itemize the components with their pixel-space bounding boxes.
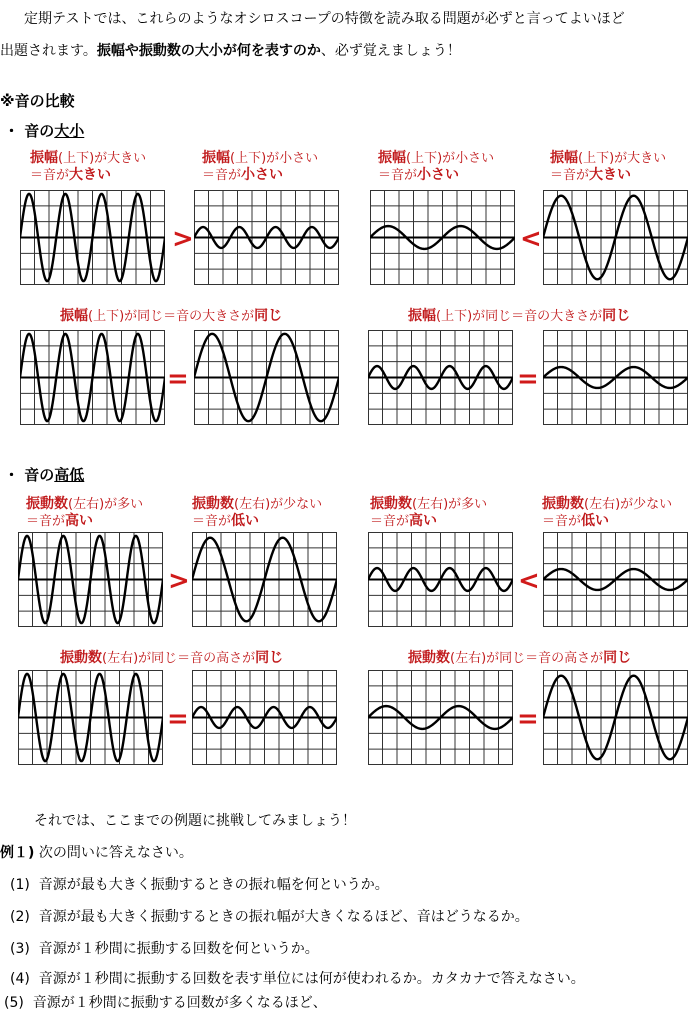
- challenge-text: それでは、ここまでの例題に挑戦してみましょう！: [34, 813, 356, 829]
- oscilloscope-w7: [368, 330, 513, 425]
- pitch-label-3: 振動数(左右)が多い ＝音が高い: [370, 496, 488, 529]
- oscilloscope-w11: [368, 532, 513, 627]
- section-title: ※音の比較: [0, 92, 75, 110]
- equal-symbol: =: [517, 704, 539, 734]
- loud-same-label-1: 振幅(上下)が同じ＝音の大きさが同じ: [60, 308, 283, 324]
- oscilloscope-w13: [18, 670, 163, 765]
- oscilloscope-w12: [543, 532, 688, 627]
- oscilloscope-w14: [192, 670, 337, 765]
- pitch-same-label-2: 振動数(左右)が同じ＝音の高さが同じ: [408, 650, 632, 666]
- example-prompt: 例１) 次の問いに答えなさい。: [0, 845, 193, 861]
- question-4: (4) 音源が１秒間に振動する回数を表す単位には何が使われるか。カタカナで答えなさい。: [10, 971, 585, 987]
- oscilloscope-w15: [368, 670, 513, 765]
- pitch-label-4: 振動数(左右)が少ない ＝音が低い: [542, 496, 673, 529]
- less-symbol: <: [518, 566, 540, 596]
- question-1: (1) 音源が最も大きく振動するときの振れ幅を何というか。: [10, 877, 389, 893]
- less-symbol: <: [520, 224, 542, 254]
- greater-symbol: >: [168, 566, 190, 596]
- question-3: (3) 音源が１秒間に振動する回数を何というか。: [10, 941, 319, 957]
- loudness-heading: ・ 音の大小: [4, 122, 85, 140]
- oscilloscope-w16: [543, 670, 688, 765]
- pitch-label-2: 振動数(左右)が少ない ＝音が低い: [192, 496, 323, 529]
- intro-line-2: 出題されます。振幅や振動数の大小が何を表すのか、必ず覚えましょう！: [0, 43, 461, 59]
- oscilloscope-w1: [20, 190, 165, 285]
- equal-symbol: =: [167, 364, 189, 394]
- loud-same-label-2: 振幅(上下)が同じ＝音の大きさが同じ: [408, 308, 631, 324]
- question-2: (2) 音源が最も大きく振動するときの振れ幅が大きくなるほど、音はどうなるか。: [10, 909, 529, 925]
- equal-symbol: =: [517, 364, 539, 394]
- pitch-heading: ・ 音の高低: [4, 466, 85, 484]
- loud-label-1: 振幅(上下)が大きい ＝音が大きい: [30, 150, 147, 183]
- oscilloscope-w6: [194, 330, 339, 425]
- question-5: (5) 音源が１秒間に振動する回数が多くなるほど、: [4, 995, 327, 1011]
- loud-label-4: 振幅(上下)が大きい ＝音が大きい: [550, 150, 667, 183]
- oscilloscope-w2: [194, 190, 339, 285]
- pitch-label-1: 振動数(左右)が多い ＝音が高い: [26, 496, 144, 529]
- equal-symbol: =: [167, 704, 189, 734]
- oscilloscope-w5: [20, 330, 165, 425]
- intro-line-1: 定期テストでは、これらのようなオシロスコープの特徴を読み取る問題が必ずと言ってよいほど: [24, 11, 625, 27]
- oscilloscope-w4: [543, 190, 688, 285]
- oscilloscope-w9: [18, 532, 163, 627]
- oscilloscope-w3: [370, 190, 515, 285]
- pitch-same-label-1: 振動数(左右)が同じ＝音の高さが同じ: [60, 650, 284, 666]
- greater-symbol: >: [172, 224, 194, 254]
- oscilloscope-w8: [543, 330, 688, 425]
- oscilloscope-w10: [192, 532, 337, 627]
- loud-label-3: 振幅(上下)が小さい ＝音が小さい: [378, 150, 495, 183]
- loud-label-2: 振幅(上下)が小さい ＝音が小さい: [202, 150, 319, 183]
